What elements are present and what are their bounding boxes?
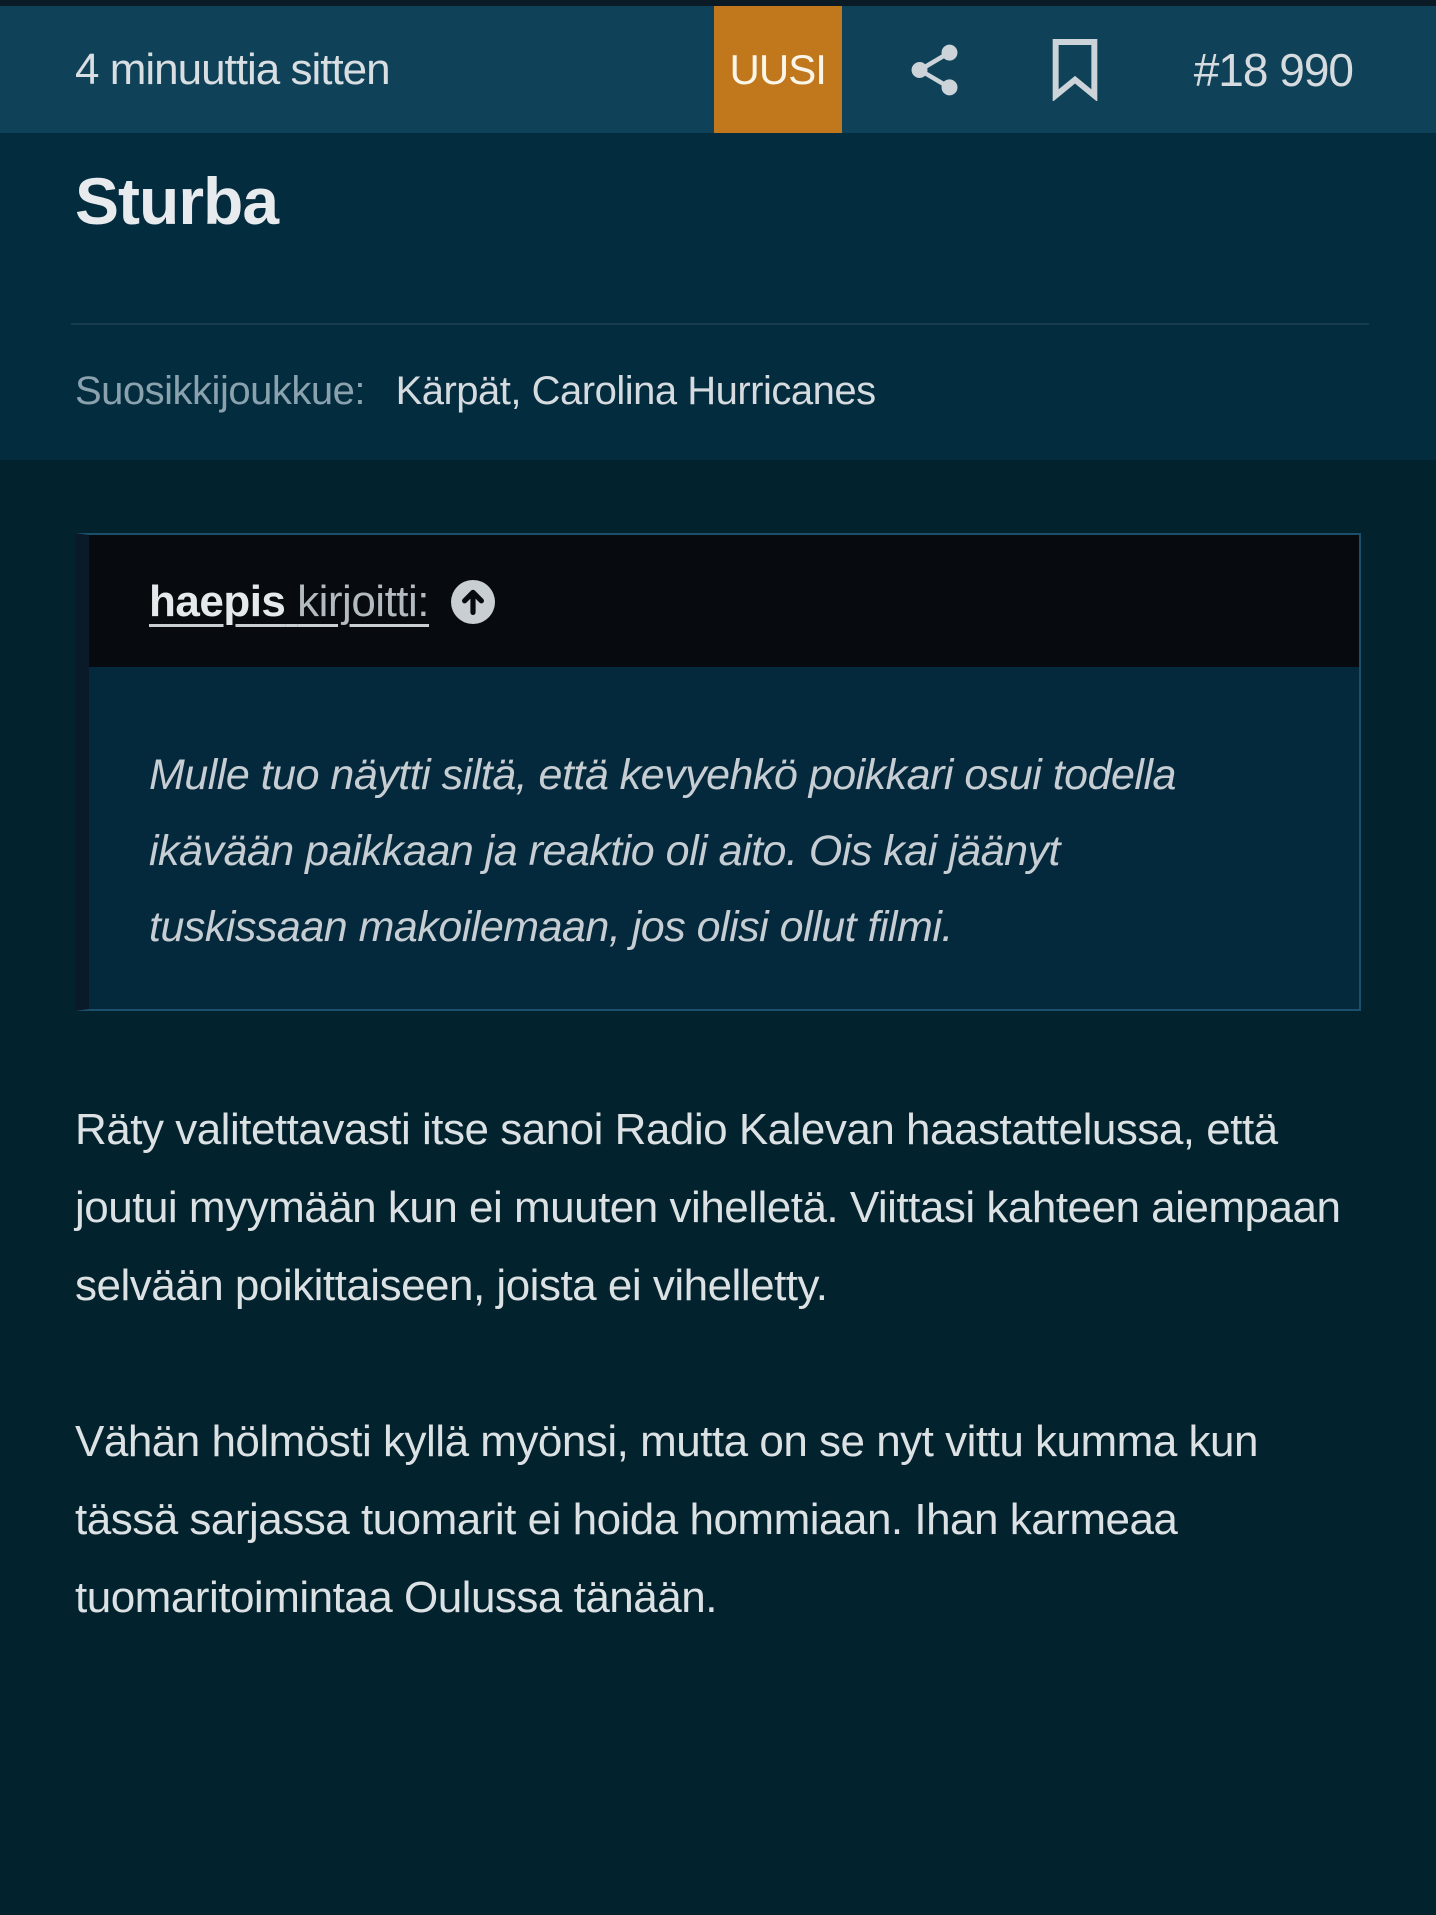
favorite-team-row xyxy=(75,367,1361,415)
post-paragraph: Vähän hölmösti kyllä myönsi, mutta on se nyt vittu kumma kun tässä sarjassa tuomarit ei hoida hommiaan. Ihan karmeaa tuomaritoimintaa Oulussa tänään. xyxy=(75,1417,1258,1622)
post-paragraph: Räty valitettavasti itse sanoi Radio Kalevan haastattelussa, että joutui myymään kun ei muuten vihelletä. Viittasi kahteen aiempaan selvään poikittaiseen, joista ei vihelletty. xyxy=(75,1105,1341,1310)
quote-body xyxy=(89,667,1359,1009)
arrow-up-circle-icon xyxy=(449,578,497,626)
post-author-panel xyxy=(0,133,1436,460)
bookmark-button[interactable] xyxy=(1050,39,1100,101)
author-username-link[interactable]: Sturba xyxy=(75,164,279,238)
post-text xyxy=(75,1091,1361,1637)
post-number-link[interactable]: #18 990 xyxy=(1193,43,1353,96)
quote-block xyxy=(75,533,1361,1011)
quoted-author-name: haepis xyxy=(149,577,286,626)
favorite-team-label: Suosikkijoukkue: xyxy=(75,369,365,413)
bookmark-icon xyxy=(1050,39,1100,101)
post-toolbar xyxy=(0,0,1436,133)
post-timestamp-link[interactable]: 4 minuuttia sitten xyxy=(75,44,390,94)
quoted-text: Mulle tuo näytti siltä, että kevyehkö poikkari osui todella ikävään paikkaan ja reaktio oli aito. Ois kai jäänyt tuskissaan makoilemaan, jos olisi ollut filmi. xyxy=(149,751,1176,951)
quote-header xyxy=(89,535,1359,667)
jump-to-quoted-post-button[interactable] xyxy=(449,578,497,626)
quoted-author-action: kirjoitti: xyxy=(297,577,430,626)
author-panel-divider xyxy=(71,323,1369,325)
quoted-author-link[interactable] xyxy=(149,577,429,627)
favorite-team-value: Kärpät, Carolina Hurricanes xyxy=(395,369,876,413)
share-button[interactable] xyxy=(906,41,964,99)
post-content xyxy=(0,460,1436,1697)
new-post-badge: UUSI xyxy=(714,6,842,133)
share-icon xyxy=(906,41,964,99)
